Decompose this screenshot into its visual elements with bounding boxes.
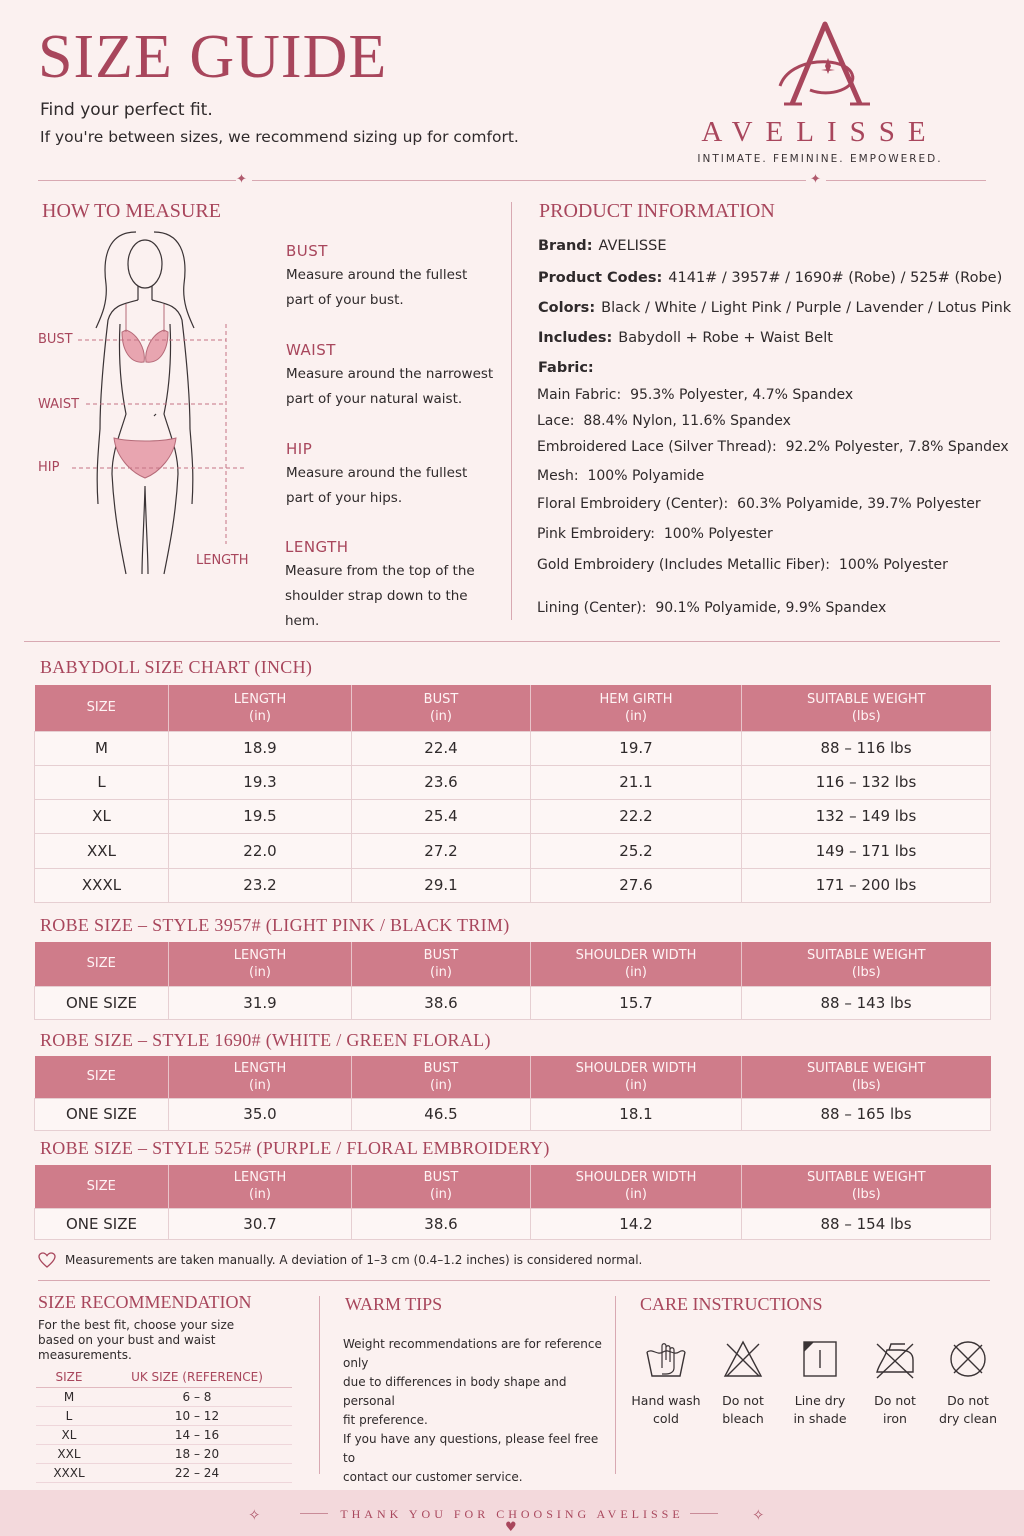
table-cell: 18.1 bbox=[531, 1098, 742, 1130]
care-label bbox=[628, 1392, 704, 1428]
table-cell: 15.7 bbox=[531, 986, 742, 1019]
measure-text: Measure around the fullest bbox=[286, 465, 468, 481]
includes-line bbox=[538, 330, 833, 346]
fabric-line bbox=[537, 496, 981, 512]
includes-value: Babydoll + Robe + Waist Belt bbox=[618, 330, 833, 346]
measure-bust bbox=[286, 242, 501, 313]
divider bbox=[826, 180, 986, 181]
divider bbox=[690, 1513, 718, 1514]
col-header-label: SUITABLE WEIGHT bbox=[806, 691, 926, 707]
table-cell: XL bbox=[35, 799, 169, 833]
divider bbox=[38, 1280, 990, 1281]
table-cell: 116 – 132 lbs bbox=[742, 765, 991, 799]
col-header-unit: (lbs) bbox=[851, 964, 881, 980]
col-header-label: SUITABLE WEIGHT bbox=[806, 1170, 926, 1186]
measure-head: LENGTH bbox=[285, 538, 349, 556]
fabric-value: 90.1% Polyamide, 9.9% Spandex bbox=[655, 600, 887, 616]
table-cell: 6 – 8 bbox=[102, 1387, 292, 1406]
table-cell: 88 – 165 lbs bbox=[742, 1098, 991, 1130]
heart-outline-icon bbox=[38, 1252, 56, 1268]
care-label-line: Do not bbox=[947, 1393, 989, 1408]
measure-length bbox=[285, 538, 505, 634]
divider bbox=[24, 641, 1000, 642]
col-header-unit: (in) bbox=[430, 708, 452, 724]
table-cell: 19.3 bbox=[169, 765, 352, 799]
col-header-unit: (lbs) bbox=[851, 708, 881, 724]
care-line-dry bbox=[782, 1338, 858, 1428]
col-header-label: LENGTH bbox=[233, 947, 287, 963]
fabric-line bbox=[537, 526, 773, 542]
care-label-line: iron bbox=[883, 1411, 907, 1426]
col-header-label: SIZE bbox=[86, 1178, 116, 1194]
care-hand-wash bbox=[628, 1338, 704, 1428]
table-cell: XXL bbox=[35, 833, 169, 868]
table-header-row bbox=[35, 1165, 991, 1208]
col-header-unit: (in) bbox=[430, 1187, 452, 1203]
care-no-iron bbox=[857, 1338, 933, 1428]
fabric-line bbox=[537, 468, 704, 484]
table-row bbox=[36, 1387, 292, 1406]
measure-text: part of your natural waist. bbox=[286, 391, 463, 407]
table-cell: 27.6 bbox=[531, 868, 742, 902]
col-header: UK SIZE (REFERENCE) bbox=[102, 1368, 292, 1387]
col-header-unit: (in) bbox=[249, 1187, 271, 1203]
no-bleach-icon bbox=[721, 1338, 765, 1380]
divider bbox=[38, 180, 236, 181]
brand-wordmark: AVELISSE bbox=[701, 116, 939, 148]
table-cell: 88 – 143 lbs bbox=[742, 986, 991, 1019]
table-row bbox=[35, 833, 991, 868]
col-header-unit: (in) bbox=[249, 1077, 271, 1093]
col-header bbox=[531, 942, 742, 986]
care-label-line: in shade bbox=[793, 1411, 847, 1426]
recommendation-line: based on your bust and waist bbox=[38, 1333, 216, 1347]
table-row bbox=[36, 1463, 292, 1482]
col-header bbox=[35, 1165, 169, 1208]
measure-text: Measure around the narrowest bbox=[286, 366, 494, 382]
warm-tips-title: WARM TIPS bbox=[345, 1294, 443, 1314]
sparkle-icon: ✦ bbox=[810, 172, 821, 187]
table-header-row bbox=[35, 1056, 991, 1098]
table-cell: ONE SIZE bbox=[35, 1098, 169, 1130]
col-header-unit: (in) bbox=[430, 1077, 452, 1093]
measure-text: part of your hips. bbox=[286, 490, 403, 506]
col-header bbox=[169, 942, 352, 986]
fabric-name: Pink Embroidery: bbox=[537, 526, 655, 542]
fabric-value: 92.2% Polyester, 7.8% Spandex bbox=[785, 439, 1009, 455]
fabric-name: Gold Embroidery (Includes Metallic Fiber): bbox=[537, 557, 831, 573]
table-cell: 38.6 bbox=[352, 1208, 531, 1239]
brand-value: AVELISSE bbox=[598, 238, 667, 254]
divider bbox=[252, 180, 806, 181]
care-label bbox=[857, 1392, 933, 1428]
care-label-line: dry clean bbox=[938, 1411, 998, 1426]
col-header bbox=[742, 685, 991, 731]
table-row bbox=[35, 986, 991, 1019]
table-cell: M bbox=[35, 731, 169, 765]
care-label bbox=[705, 1392, 781, 1428]
fabric-value: 100% Polyester bbox=[838, 557, 948, 573]
measure-text: shoulder strap down to the hem. bbox=[285, 588, 468, 629]
colors-value: Black / White / Light Pink / Purple / Lavender / Lotus Pink bbox=[601, 300, 1012, 316]
brand-label: Brand: bbox=[538, 238, 593, 254]
fabric-name: Main Fabric: bbox=[537, 387, 622, 403]
care-label-line: Line dry bbox=[794, 1393, 846, 1408]
col-header bbox=[35, 685, 169, 731]
table-cell: 46.5 bbox=[352, 1098, 531, 1130]
col-header bbox=[352, 1056, 531, 1098]
col-header-unit: (in) bbox=[625, 1187, 647, 1203]
includes-label: Includes: bbox=[538, 330, 613, 346]
column-divider bbox=[319, 1296, 320, 1474]
col-header-unit: (in) bbox=[625, 964, 647, 980]
product-info-title: PRODUCT INFORMATION bbox=[539, 200, 775, 222]
table-cell: 10 – 12 bbox=[102, 1406, 292, 1425]
col-header-label: SUITABLE WEIGHT bbox=[806, 1060, 926, 1076]
fabric-line bbox=[537, 600, 886, 616]
codes-line bbox=[538, 270, 1002, 286]
col-header bbox=[742, 1165, 991, 1208]
table-row bbox=[35, 868, 991, 902]
table-cell: 27.2 bbox=[352, 833, 531, 868]
codes-label: Product Codes: bbox=[538, 270, 663, 286]
table-row bbox=[36, 1406, 292, 1425]
measure-text: part of your bust. bbox=[286, 292, 404, 308]
col-header: SIZE bbox=[36, 1368, 102, 1387]
table-cell: 22 – 24 bbox=[102, 1463, 292, 1482]
tip-line: due to differences in body shape and personal bbox=[343, 1375, 567, 1408]
table-row bbox=[36, 1444, 292, 1463]
col-header-label: SHOULDER WIDTH bbox=[575, 1060, 697, 1076]
table-cell: 21.1 bbox=[531, 765, 742, 799]
col-header-unit: (in) bbox=[625, 1077, 647, 1093]
col-header bbox=[35, 1056, 169, 1098]
tip-line: Weight recommendations are for reference only bbox=[343, 1337, 602, 1370]
brand-tagline: INTIMATE. FEMININE. EMPOWERED. bbox=[697, 153, 943, 165]
measure-head: WAIST bbox=[286, 341, 336, 359]
table-cell: 88 – 116 lbs bbox=[742, 731, 991, 765]
table-cell: ONE SIZE bbox=[35, 1208, 169, 1239]
page-title: SIZE GUIDE bbox=[38, 23, 388, 91]
fabric-name: Embroidered Lace (Silver Thread): bbox=[537, 439, 777, 455]
fabric-value: 100% Polyester bbox=[663, 526, 773, 542]
table-row bbox=[35, 765, 991, 799]
codes-value: 4141# / 3957# / 1690# (Robe) / 525# (Robe) bbox=[668, 270, 1003, 286]
size-recommendation-title: SIZE RECOMMENDATION bbox=[38, 1292, 252, 1312]
col-header bbox=[169, 1165, 352, 1208]
tip-line: If you have any questions, please feel free to bbox=[343, 1432, 599, 1465]
col-header-label: BUST bbox=[423, 1060, 459, 1076]
sizing-advice: If you're between sizes, we recommend sizing up for comfort. bbox=[40, 128, 519, 146]
table-cell: 14 – 16 bbox=[102, 1425, 292, 1444]
col-header-unit: (lbs) bbox=[851, 1077, 881, 1093]
measure-head: HIP bbox=[286, 440, 313, 458]
fabric-name: Mesh: bbox=[537, 468, 579, 484]
babydoll-table-title: BABYDOLL SIZE CHART (INCH) bbox=[40, 657, 313, 677]
fabric-label: Fabric: bbox=[538, 360, 594, 376]
fabric-name: Lace: bbox=[537, 413, 575, 429]
footer-thanks: THANK YOU FOR CHOOSING AVELISSE bbox=[340, 1507, 684, 1521]
sparkle-icon: ✧ bbox=[752, 1506, 765, 1524]
fabric-line bbox=[537, 387, 853, 403]
col-header bbox=[352, 1165, 531, 1208]
robe-3957-table bbox=[34, 942, 991, 1020]
table-cell: ONE SIZE bbox=[35, 986, 169, 1019]
table-cell: 88 – 154 lbs bbox=[742, 1208, 991, 1239]
robe-1690-table bbox=[34, 1056, 991, 1131]
col-header-label: LENGTH bbox=[233, 1170, 287, 1186]
care-label-line: Hand wash bbox=[631, 1393, 701, 1408]
care-label-line: bleach bbox=[722, 1411, 764, 1426]
table-header-row bbox=[35, 685, 991, 731]
fabric-line bbox=[537, 557, 948, 573]
table-cell: XXL bbox=[36, 1444, 102, 1463]
col-header bbox=[169, 685, 352, 731]
table-cell: M bbox=[36, 1387, 102, 1406]
col-header bbox=[531, 1056, 742, 1098]
col-header-label: SIZE bbox=[86, 700, 116, 716]
measurement-note: Measurements are taken manually. A deviation of 1–3 cm (0.4–1.2 inches) is considered normal. bbox=[65, 1253, 643, 1267]
sparkle-icon: ✧ bbox=[248, 1506, 261, 1524]
no-iron-icon bbox=[873, 1338, 917, 1380]
table-cell: 23.6 bbox=[352, 765, 531, 799]
table-row bbox=[35, 1098, 991, 1130]
col-header bbox=[169, 1056, 352, 1098]
measure-waist bbox=[286, 341, 501, 412]
measure-hip bbox=[286, 440, 501, 511]
col-header-unit: (lbs) bbox=[851, 1187, 881, 1203]
table-cell: 22.2 bbox=[531, 799, 742, 833]
table-cell: 14.2 bbox=[531, 1208, 742, 1239]
col-header-label: BUST bbox=[423, 691, 459, 707]
col-header-label: SUITABLE WEIGHT bbox=[806, 947, 926, 963]
col-header bbox=[35, 942, 169, 986]
table-row bbox=[35, 731, 991, 765]
col-header-label: SHOULDER WIDTH bbox=[575, 947, 697, 963]
table-cell: XXXL bbox=[35, 868, 169, 902]
col-header-unit: (in) bbox=[430, 964, 452, 980]
table-cell: 19.7 bbox=[531, 731, 742, 765]
column-divider bbox=[615, 1296, 616, 1474]
table-header-row bbox=[36, 1368, 292, 1387]
brand-logo-icon bbox=[770, 16, 880, 116]
col-header-unit: (in) bbox=[249, 708, 271, 724]
col-header-label: BUST bbox=[423, 947, 459, 963]
no-dry-clean-icon bbox=[946, 1338, 990, 1380]
col-header bbox=[352, 685, 531, 731]
col-header-label: SHOULDER WIDTH bbox=[575, 1170, 697, 1186]
robe-1690-title: ROBE SIZE – STYLE 1690# (WHITE / GREEN FLORAL) bbox=[40, 1030, 491, 1050]
fabric-name: Floral Embroidery (Center): bbox=[537, 496, 729, 512]
table-cell: 30.7 bbox=[169, 1208, 352, 1239]
recommendation-text bbox=[38, 1318, 234, 1363]
page-subtitle: Find your perfect fit. bbox=[40, 100, 213, 120]
colors-line bbox=[538, 300, 1011, 316]
tip-line: contact our customer service. bbox=[343, 1470, 523, 1484]
col-header bbox=[742, 1056, 991, 1098]
table-header-row bbox=[35, 942, 991, 986]
fabric-value: 100% Polyamide bbox=[587, 468, 705, 484]
tip-line: fit preference. bbox=[343, 1413, 428, 1427]
care-label bbox=[782, 1392, 858, 1428]
table-cell: 19.5 bbox=[169, 799, 352, 833]
col-header bbox=[531, 1165, 742, 1208]
colors-label: Colors: bbox=[538, 300, 596, 316]
col-header-unit: (in) bbox=[249, 964, 271, 980]
figure-label-bust: BUST bbox=[38, 332, 73, 347]
fabric-value: 95.3% Polyester, 4.7% Spandex bbox=[630, 387, 854, 403]
measure-text: Measure around the fullest bbox=[286, 267, 468, 283]
col-header bbox=[531, 685, 742, 731]
table-cell: 25.2 bbox=[531, 833, 742, 868]
care-label bbox=[930, 1392, 1006, 1428]
table-cell: L bbox=[35, 765, 169, 799]
how-to-measure-title: HOW TO MEASURE bbox=[42, 200, 221, 222]
figure-label-length: LENGTH bbox=[196, 553, 249, 568]
table-cell: 132 – 149 lbs bbox=[742, 799, 991, 833]
table-cell: 18.9 bbox=[169, 731, 352, 765]
table-cell: 171 – 200 lbs bbox=[742, 868, 991, 902]
table-cell: XXXL bbox=[36, 1463, 102, 1482]
fabric-value: 88.4% Nylon, 11.6% Spandex bbox=[583, 413, 791, 429]
fabric-line bbox=[537, 413, 791, 429]
robe-525-table bbox=[34, 1165, 991, 1240]
hand-wash-icon bbox=[644, 1338, 688, 1380]
table-cell: 35.0 bbox=[169, 1098, 352, 1130]
measure-text: Measure from the top of the bbox=[285, 563, 475, 579]
uk-size-table bbox=[36, 1368, 292, 1483]
robe-3957-title: ROBE SIZE – STYLE 3957# (LIGHT PINK / BLACK TRIM) bbox=[40, 915, 510, 935]
col-header-label: SIZE bbox=[86, 956, 116, 972]
table-cell: 22.0 bbox=[169, 833, 352, 868]
figure-label-waist: WAIST bbox=[38, 397, 80, 412]
brand-line bbox=[538, 238, 667, 254]
col-header-label: SIZE bbox=[86, 1069, 116, 1085]
care-label-line: Do not bbox=[874, 1393, 916, 1408]
fabric-heading bbox=[538, 360, 600, 376]
table-cell: 31.9 bbox=[169, 986, 352, 1019]
table-cell: XL bbox=[36, 1425, 102, 1444]
robe-525-title: ROBE SIZE – STYLE 525# (PURPLE / FLORAL EMBROIDERY) bbox=[40, 1138, 550, 1158]
col-header bbox=[352, 942, 531, 986]
care-instructions-title: CARE INSTRUCTIONS bbox=[640, 1294, 823, 1314]
table-cell: 25.4 bbox=[352, 799, 531, 833]
warm-tips-text bbox=[343, 1335, 613, 1487]
fabric-name: Lining (Center): bbox=[537, 600, 647, 616]
recommendation-line: For the best fit, choose your size bbox=[38, 1318, 235, 1332]
line-dry-shade-icon bbox=[798, 1338, 842, 1380]
table-cell: 22.4 bbox=[352, 731, 531, 765]
babydoll-size-table bbox=[34, 685, 991, 903]
table-cell: 23.2 bbox=[169, 868, 352, 902]
col-header-label: BUST bbox=[423, 1170, 459, 1186]
col-header-unit: (in) bbox=[625, 708, 647, 724]
recommendation-line: measurements. bbox=[38, 1348, 132, 1362]
care-label-line: cold bbox=[653, 1411, 679, 1426]
col-header-label: HEM GIRTH bbox=[599, 691, 673, 707]
table-cell: 38.6 bbox=[352, 986, 531, 1019]
table-row bbox=[35, 799, 991, 833]
figure-label-hip: HIP bbox=[38, 460, 60, 475]
care-no-bleach bbox=[705, 1338, 781, 1428]
care-no-dry-clean bbox=[930, 1338, 1006, 1428]
sparkle-icon: ✦ bbox=[236, 172, 247, 187]
table-cell: L bbox=[36, 1406, 102, 1425]
care-label-line: Do not bbox=[722, 1393, 764, 1408]
heart-icon: ♥ bbox=[505, 1520, 517, 1535]
column-divider bbox=[511, 202, 512, 620]
col-header-label: LENGTH bbox=[233, 1060, 287, 1076]
fabric-line bbox=[537, 439, 1009, 455]
table-row bbox=[35, 1208, 991, 1239]
table-row bbox=[36, 1425, 292, 1444]
col-header-label: LENGTH bbox=[233, 691, 287, 707]
measure-head: BUST bbox=[286, 242, 328, 260]
table-cell: 18 – 20 bbox=[102, 1444, 292, 1463]
fabric-value: 60.3% Polyamide, 39.7% Polyester bbox=[737, 496, 981, 512]
table-cell: 29.1 bbox=[352, 868, 531, 902]
table-cell: 149 – 171 lbs bbox=[742, 833, 991, 868]
col-header bbox=[742, 942, 991, 986]
